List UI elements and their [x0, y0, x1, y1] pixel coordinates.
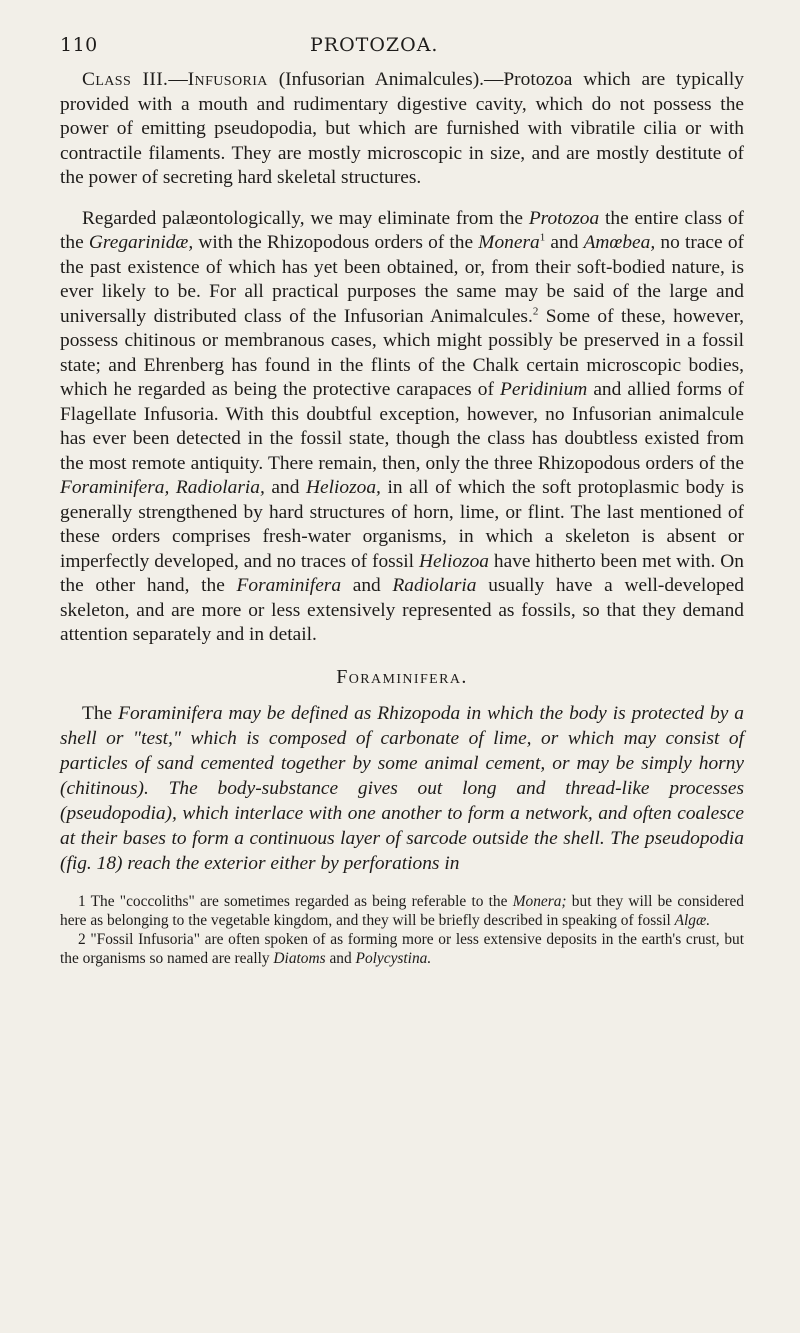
footnote-mark: 2: [78, 930, 86, 948]
text-run: The "coccoliths" are sometimes regarded as being referable to the: [90, 892, 508, 910]
italic-term: Diatoms: [273, 949, 326, 967]
italic-term: Foraminifera: [236, 575, 342, 596]
italic-term: Monera;: [512, 892, 567, 910]
foraminifera-definition: [60, 701, 744, 876]
text-run: no trace of the past existence of which has yet been obtained, or, from their soft-bodied nature, is ever likely to be. For all practical purposes the same may be said of the large and universally distributed class of the Infusorian Animalcules.: [60, 232, 744, 327]
running-title: PROTOZOA.: [310, 34, 439, 56]
italic-term: Heliozoa: [418, 550, 489, 572]
footnote-1: [60, 892, 744, 930]
text-run: The: [82, 702, 113, 724]
italic-definition: Foraminifera may be defined as Rhizopoda in which the body is protected by a shell or "test," which is composed of carbonate of lime, or which may consist of particles of sand cemented together by some animal cement, or may be simply horny (chitinous). The body-substance gives out long and thread-like processes (pseudopodia), which interlace with one another to form a network, and often coalesce at their bases to form a continuous layer of sarcode outside the shell. The pseudopodia (fig. 18) reach the exterior either by perforations in: [60, 702, 744, 874]
italic-term: Monera: [478, 232, 540, 253]
italic-term: Amœbea,: [583, 232, 656, 253]
class-name: Infusoria: [187, 69, 268, 90]
italic-term: Heliozoa,: [306, 477, 381, 498]
footnote-2: [60, 930, 744, 968]
text-run: Some of these, however, possess chitinous or membranous cases, which might possibly be preserved in a fossil state; and Ehrenberg has found in the flints of the Chalk certain microscopic bodies, which he regarded as being the protective carapaces of: [60, 305, 744, 400]
text-run: and: [352, 575, 381, 596]
text-run: the entire class of the: [60, 207, 744, 253]
text-run: usually have a well-developed skeleton, and are more or less extensively represented as fossils, so that they demand attention separately and in detail.: [60, 575, 745, 645]
text-run: but they will be considered here as belonging to the vegetable kingdom, and they will be briefly described in speaking of fossil: [60, 892, 744, 929]
italic-term: Peridinium: [500, 379, 588, 400]
class-description: (Infusorian Animalcules).—Protozoa which are typically provided with a mouth and rudimentary digestive cavity, which do not possess the power of emitting pseudopodia, but which are furnished with vibratile cilia or with contractile filaments. They are mostly microscopic in size, and are mostly destitute of the power of secreting hard skeletal structures.: [60, 69, 744, 188]
class-label: Class III.: [82, 69, 169, 90]
section-heading: Foraminifera.: [336, 665, 468, 688]
page: [60, 34, 744, 968]
running-head: [60, 34, 744, 68]
footnotes: [60, 892, 744, 968]
text-run: have hitherto been met with. On the other hand, the: [60, 550, 744, 596]
text-run: and: [550, 232, 579, 253]
italic-term: Algæ.: [674, 911, 711, 929]
text-run: in all of which the soft protoplasmic body is generally strengthened by hard structures of horn, lime, or flint. The last mentioned of these orders comprises fresh-water organisms, in which a skeleton is absent or imperfectly developed, and no traces of fossil: [60, 477, 744, 572]
text-run: and allied forms of Flagellate Infusoria. With this doubtful exception, however, no Infusorian animalcule has ever been detected in the fossil state, though the class has doubtless existed from the most remote antiquity. There remain, then, only the three Rhizopodous orders of the: [60, 379, 744, 474]
text-run: "Fossil Infusoria" are often spoken of as forming more or less extensive deposits in the earth's crust, but the organisms so named are really: [60, 930, 744, 967]
class-definition-paragraph: Class III.—Infusoria (Infusorian Animalcules).—Protozoa which are typically provided with a mouth and rudimentary digestive cavity, which do not possess the power of emitting pseudopodia, but which are furnished with vibratile cilia or with contractile filaments. They are mostly microscopic in size, and are mostly destitute of the power of secreting hard skeletal structures.: [60, 69, 744, 188]
footnote-ref[interactable]: 2: [532, 305, 539, 318]
italic-term: Protozoa: [528, 207, 600, 229]
text-run: with the Rhizopodous orders of the: [198, 232, 474, 253]
italic-term: Radiolaria: [392, 575, 477, 596]
text-run: and: [329, 949, 352, 967]
text-run: Regarded palæontologically, we may eliminate from the: [82, 207, 524, 229]
italic-term: Foraminifera, Radiolaria,: [60, 477, 265, 498]
palaeontology-paragraph: [60, 207, 744, 648]
italic-term: Polycystina.: [355, 949, 432, 967]
footnote-mark: 1: [78, 892, 86, 910]
footnote-ref[interactable]: 1: [539, 231, 546, 244]
text-run: and: [271, 477, 300, 498]
italic-term: Gregarinidæ,: [88, 232, 194, 253]
page-number: 110: [60, 34, 98, 56]
